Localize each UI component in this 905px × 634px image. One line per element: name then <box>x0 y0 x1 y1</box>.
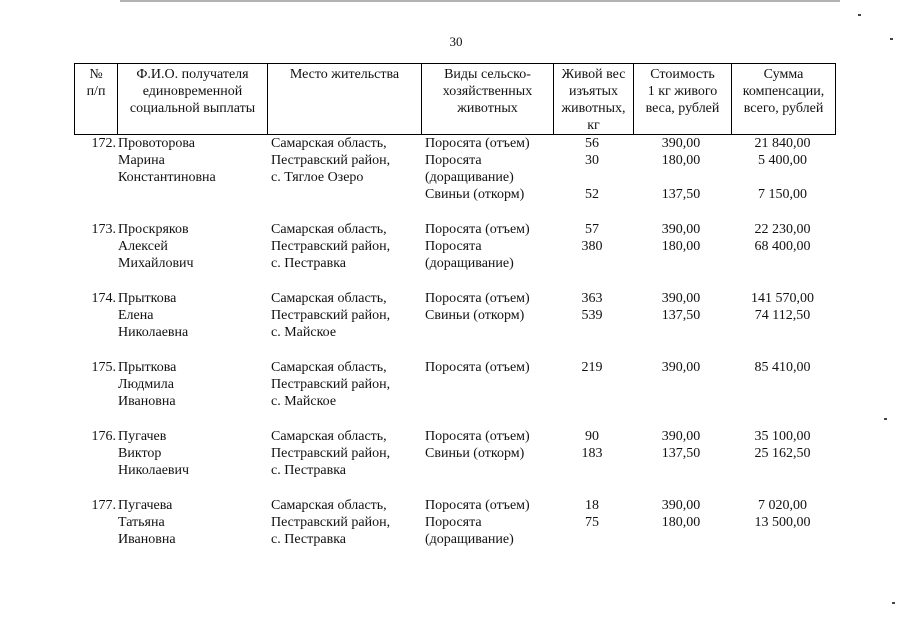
weight-value <box>554 169 630 186</box>
price-per-kg <box>633 428 729 462</box>
name-line: Виктор <box>118 446 162 461</box>
table-row <box>74 135 836 221</box>
price-value: 390,00 <box>661 136 701 151</box>
address-line: с. Тяглое Озеро <box>271 170 364 185</box>
address-line: Самарская область, <box>271 222 387 237</box>
sum-value: 68 400,00 <box>754 239 811 254</box>
table-row <box>74 359 836 428</box>
kind-line: Поросята (отъем) <box>425 222 530 237</box>
header-col-price-per-kg <box>633 64 731 134</box>
weight-value: 18 <box>585 498 599 513</box>
header-text: Ф.И.О. получателя <box>136 67 249 82</box>
table-row <box>74 221 836 290</box>
residence <box>271 290 390 341</box>
weight-value: 56 <box>585 136 599 151</box>
kind-line: Свиньи (откорм) <box>425 187 525 202</box>
kind-line: (доращивание) <box>425 170 514 185</box>
weight-value: 363 <box>581 291 603 306</box>
sum-value: 141 570,00 <box>751 291 814 306</box>
live-weight <box>554 428 630 462</box>
price-value: 390,00 <box>661 498 701 513</box>
live-weight <box>554 135 630 203</box>
scan-top-edge-line <box>120 0 840 2</box>
price-value: 390,00 <box>661 291 701 306</box>
kind-line: Поросята (отъем) <box>425 498 530 513</box>
price-value: 390,00 <box>661 429 701 444</box>
scan-speck <box>884 418 887 420</box>
name-line: Прыткова <box>118 360 177 375</box>
sum-value: 74 112,50 <box>754 308 811 323</box>
weight-value: 30 <box>585 153 599 168</box>
name-line: Людмила <box>118 377 174 392</box>
row-number: 175. <box>91 360 116 375</box>
header-text: Виды сельско- <box>444 67 531 82</box>
header-col-number <box>75 64 117 134</box>
address-line: с. Майское <box>271 325 337 340</box>
price-value: 137,50 <box>661 187 701 202</box>
price-value: 137,50 <box>661 308 701 323</box>
weight-value: 75 <box>585 515 599 530</box>
table-row <box>74 428 836 497</box>
animal-kinds <box>425 221 530 272</box>
name-line: Алексей <box>118 239 168 254</box>
weight-value: 539 <box>581 308 603 323</box>
animal-kinds <box>425 290 530 324</box>
residence <box>271 221 390 272</box>
kind-line: (доращивание) <box>425 256 514 271</box>
kind-line: Поросята (отъем) <box>425 429 530 444</box>
header-text: всего, рублей <box>743 101 824 116</box>
row-number: 172. <box>91 136 116 151</box>
name-line: Елена <box>118 308 154 323</box>
kind-line: Поросята <box>425 515 482 530</box>
total-sum <box>731 359 834 376</box>
compensation-table <box>74 63 836 557</box>
name-line: Провоторова <box>118 136 196 151</box>
sum-value: 7 150,00 <box>758 187 807 202</box>
price-per-kg <box>633 221 729 255</box>
price-value: 137,50 <box>661 446 701 461</box>
sum-value: 25 162,50 <box>754 446 811 461</box>
kind-line: (доращивание) <box>425 532 514 547</box>
price-value: 390,00 <box>661 222 701 237</box>
address-line: Пестравский район, <box>271 239 391 254</box>
total-sum <box>731 135 834 203</box>
live-weight <box>554 497 630 531</box>
row-number: 177. <box>91 498 116 513</box>
header-text: социальной выплаты <box>129 101 256 116</box>
price-value: 390,00 <box>661 360 701 375</box>
kind-line: Поросята (отъем) <box>425 360 530 375</box>
total-sum <box>731 497 834 531</box>
sum-value: 21 840,00 <box>754 136 811 151</box>
recipient-name <box>118 428 189 479</box>
residence <box>271 135 390 186</box>
row-number: 174. <box>91 291 116 306</box>
residence <box>271 497 390 548</box>
price-value <box>633 169 729 186</box>
residence <box>271 428 390 479</box>
scan-speck <box>858 14 861 16</box>
price-value: 180,00 <box>661 239 701 254</box>
scan-speck <box>892 602 895 604</box>
table-row <box>74 290 836 359</box>
sum-value <box>731 169 834 186</box>
price-per-kg <box>633 497 729 531</box>
header-col-live-weight <box>553 64 633 134</box>
address-line: Самарская область, <box>271 360 387 375</box>
header-text: Место жительства <box>289 67 400 82</box>
recipient-name <box>118 221 194 272</box>
address-line: Пестравский район, <box>271 153 391 168</box>
sum-value: 22 230,00 <box>754 222 811 237</box>
kind-line: Поросята (отъем) <box>425 291 530 306</box>
recipient-name <box>118 135 216 186</box>
address-line: Пестравский район, <box>271 308 391 323</box>
row-number: 173. <box>91 222 116 237</box>
kind-line: Поросята <box>425 239 482 254</box>
weight-value: 90 <box>585 429 599 444</box>
row-number: 176. <box>91 429 116 444</box>
name-line: Николаевич <box>118 463 190 478</box>
name-line: Николаевна <box>118 325 189 340</box>
weight-value: 52 <box>585 187 599 202</box>
name-line: Пугачев <box>118 429 167 444</box>
name-line: Марина <box>118 153 165 168</box>
address-line: с. Майское <box>271 394 337 409</box>
name-line: Татьяна <box>118 515 165 530</box>
recipient-name <box>118 359 176 410</box>
price-per-kg <box>633 359 729 376</box>
name-line: Ивановна <box>118 532 176 547</box>
price-per-kg <box>633 135 729 203</box>
animal-kinds <box>425 135 530 203</box>
header-text: Сумма <box>763 67 804 82</box>
live-weight <box>554 359 630 376</box>
weight-value: 219 <box>581 360 603 375</box>
header-text: единовременной <box>142 84 243 99</box>
address-line: с. Пестравка <box>271 532 347 547</box>
header-col-address <box>267 64 421 134</box>
animal-kinds <box>425 428 530 462</box>
sum-value: 35 100,00 <box>754 429 811 444</box>
address-line: Пестравский район, <box>271 377 391 392</box>
header-col-animal-kind <box>421 64 553 134</box>
table-header <box>74 63 836 135</box>
animal-kinds <box>425 497 530 548</box>
sum-value: 7 020,00 <box>758 498 807 513</box>
name-line: Михайлович <box>118 256 194 271</box>
price-per-kg <box>633 290 729 324</box>
weight-value: 183 <box>581 446 603 461</box>
address-line: с. Пестравка <box>271 256 347 271</box>
address-line: Пестравский район, <box>271 515 391 530</box>
name-line: Константиновна <box>118 170 216 185</box>
price-value: 180,00 <box>661 515 701 530</box>
total-sum <box>731 428 834 462</box>
address-line: Самарская область, <box>271 136 387 151</box>
header-text: п/п <box>86 84 106 99</box>
name-line: Проскряков <box>118 222 189 237</box>
address-line: Пестравский район, <box>271 446 391 461</box>
address-line: Самарская область, <box>271 498 387 513</box>
total-sum <box>731 221 834 255</box>
header-col-total-sum <box>731 64 835 134</box>
name-line: Ивановна <box>118 394 176 409</box>
name-line: Пугачева <box>118 498 173 513</box>
page-number: 30 <box>449 34 463 49</box>
table-row <box>74 497 836 557</box>
header-text: № <box>89 67 103 82</box>
header-text: Стоимость <box>650 67 715 82</box>
kind-line: Поросята (отъем) <box>425 136 530 151</box>
kind-line: Свиньи (откорм) <box>425 446 525 461</box>
header-text: животных <box>457 101 518 116</box>
weight-value: 380 <box>581 239 603 254</box>
sum-value: 85 410,00 <box>754 360 811 375</box>
header-text: изъятых <box>569 84 618 99</box>
address-line: Самарская область, <box>271 429 387 444</box>
residence <box>271 359 390 410</box>
recipient-name <box>118 497 176 548</box>
header-text: 1 кг живого <box>647 84 718 99</box>
sum-value: 13 500,00 <box>754 515 811 530</box>
header-text: Живой вес <box>561 67 626 82</box>
recipient-name <box>118 290 188 341</box>
address-line: Самарская область, <box>271 291 387 306</box>
header-text: веса, рублей <box>645 101 720 116</box>
scan-speck <box>890 38 893 40</box>
address-line: с. Пестравка <box>271 463 347 478</box>
animal-kinds <box>425 359 530 376</box>
live-weight <box>554 221 630 255</box>
kind-line: Свиньи (откорм) <box>425 308 525 323</box>
header-text: компенсации, <box>742 84 825 99</box>
kind-line: Поросята <box>425 153 482 168</box>
header-col-name <box>117 64 267 134</box>
header-text: кг <box>587 118 600 133</box>
name-line: Прыткова <box>118 291 177 306</box>
total-sum <box>731 290 834 324</box>
weight-value: 57 <box>585 222 599 237</box>
sum-value: 5 400,00 <box>758 153 807 168</box>
header-text: хозяйственных <box>442 84 533 99</box>
price-value: 180,00 <box>661 153 701 168</box>
header-text: животных, <box>561 101 626 116</box>
live-weight <box>554 290 630 324</box>
